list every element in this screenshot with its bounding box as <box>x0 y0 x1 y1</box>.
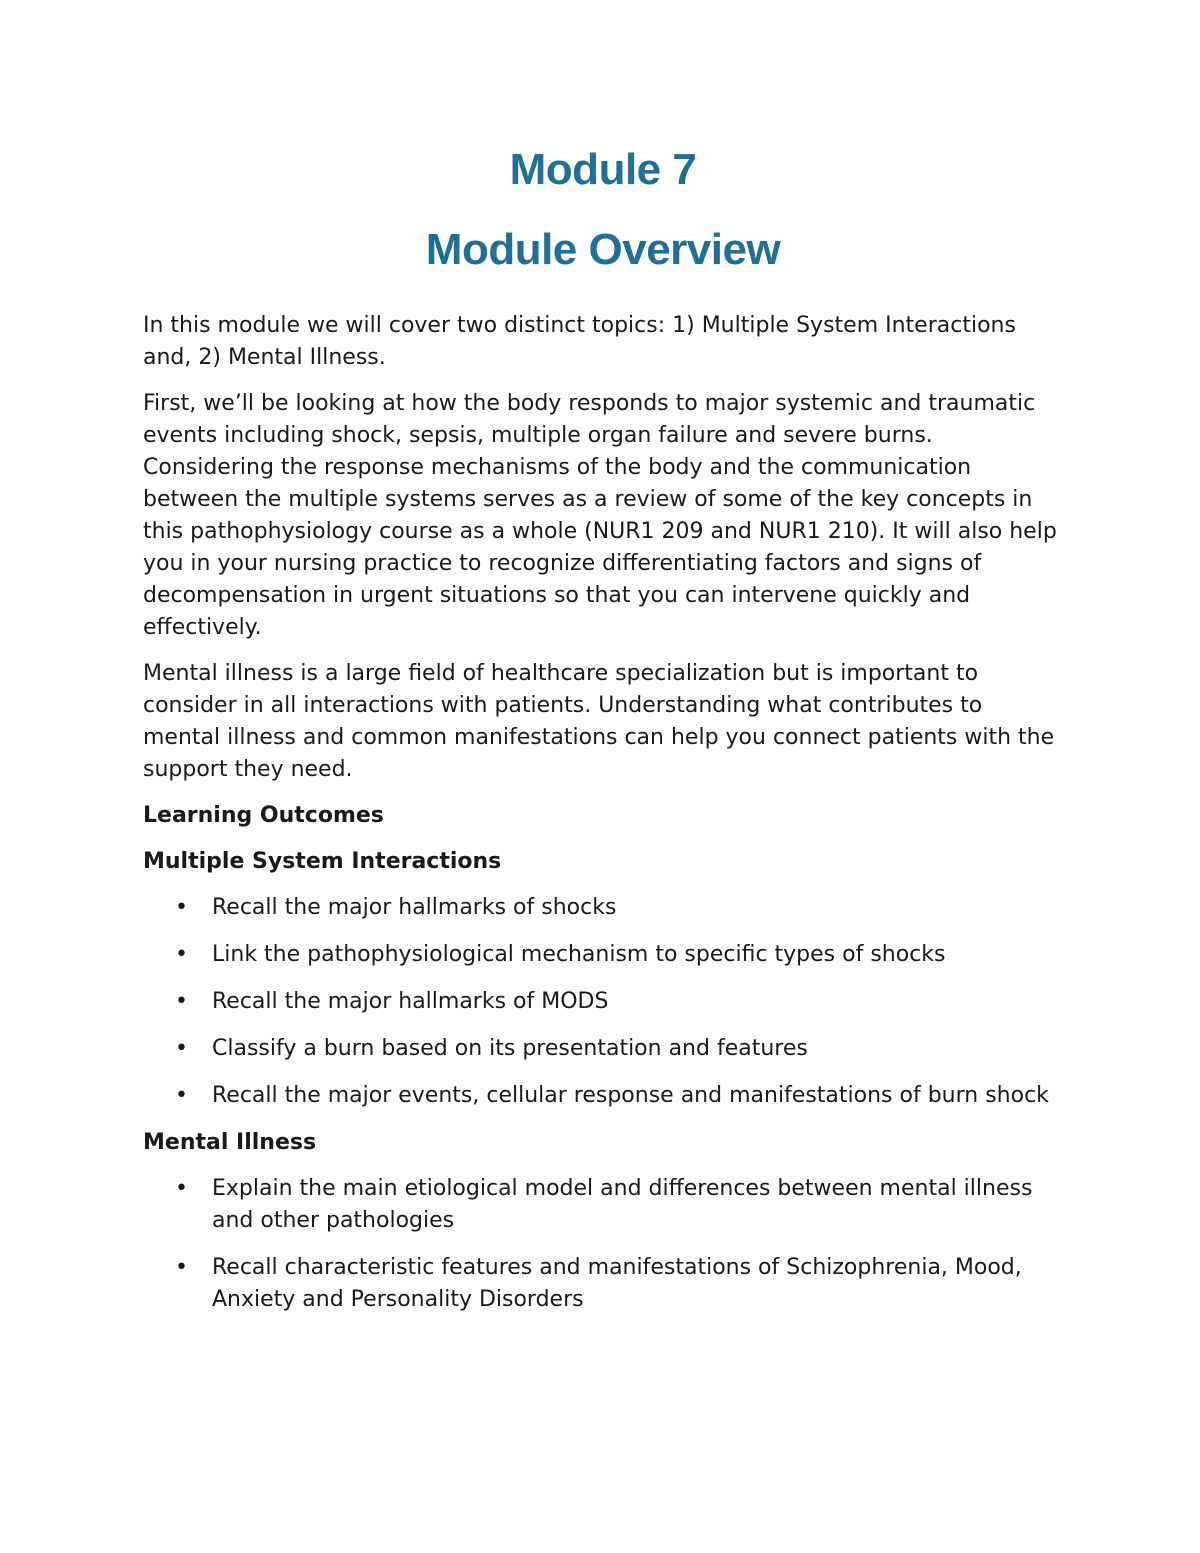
list-item-text: Recall the major hallmarks of shocks <box>212 895 617 920</box>
bullet-icon: • <box>175 895 188 920</box>
list-item <box>143 1173 1063 1237</box>
body-paragraph-mental-illness: Mental illness is a large field of healthcare specialization but is important to consider in all interactions with patients. Understanding what contributes to mental illness and common manifestations can help you connect patients with the support they need. <box>143 661 1055 782</box>
page-title: Module 7 <box>509 145 697 194</box>
learning-outcomes-heading: Learning Outcomes <box>143 803 384 828</box>
bullet-icon: • <box>175 989 188 1014</box>
list-item-text: Recall characteristic features and manifestations of Schizophrenia, Mood, Anxiety and Personality Disorders <box>212 1255 1022 1312</box>
outcomes-list-multiple-system <box>143 892 1063 1112</box>
bullet-icon: • <box>175 942 188 967</box>
list-item <box>143 1252 1063 1316</box>
document-content <box>143 140 1063 1331</box>
bullet-icon: • <box>175 1255 188 1280</box>
list-item <box>143 1033 1063 1065</box>
list-item <box>143 986 1063 1018</box>
list-item-text: Link the pathophysiological mechanism to specific types of shocks <box>212 942 946 967</box>
outcomes-list-mental-illness <box>143 1173 1063 1316</box>
list-item <box>143 892 1063 924</box>
section-heading-multiple-system: Multiple System Interactions <box>143 849 502 874</box>
list-item-text: Recall the major events, cellular response and manifestations of burn shock <box>212 1083 1049 1108</box>
list-item-text: Recall the major hallmarks of MODS <box>212 989 609 1014</box>
bullet-icon: • <box>175 1083 188 1108</box>
list-item-text: Classify a burn based on its presentation and features <box>212 1036 808 1061</box>
body-paragraph-systems: First, we’ll be looking at how the body responds to major systemic and traumatic events including shock, sepsis, multiple organ failure and severe burns. Considering the response mechanisms of the body and the communication between the multiple systems serves as a review of some of the key concepts in this pathophysiology course as a whole (NUR1 209 and NUR1 210). It will also help you in your nursing practice to recognize differentiating factors and signs of decompensation in urgent situations so that you can intervene quickly and effectively. <box>143 391 1057 640</box>
list-item-text: Explain the main etiological model and differences between mental illness and other pathologies <box>212 1176 1033 1233</box>
bullet-icon: • <box>175 1176 188 1201</box>
page-subtitle: Module Overview <box>425 225 781 274</box>
list-item <box>143 1080 1063 1112</box>
intro-paragraph: In this module we will cover two distinct topics: 1) Multiple System Interactions and, 2) Mental Illness. <box>143 313 1016 370</box>
section-heading-mental-illness: Mental Illness <box>143 1130 317 1155</box>
bullet-icon: • <box>175 1036 188 1061</box>
list-item <box>143 939 1063 971</box>
